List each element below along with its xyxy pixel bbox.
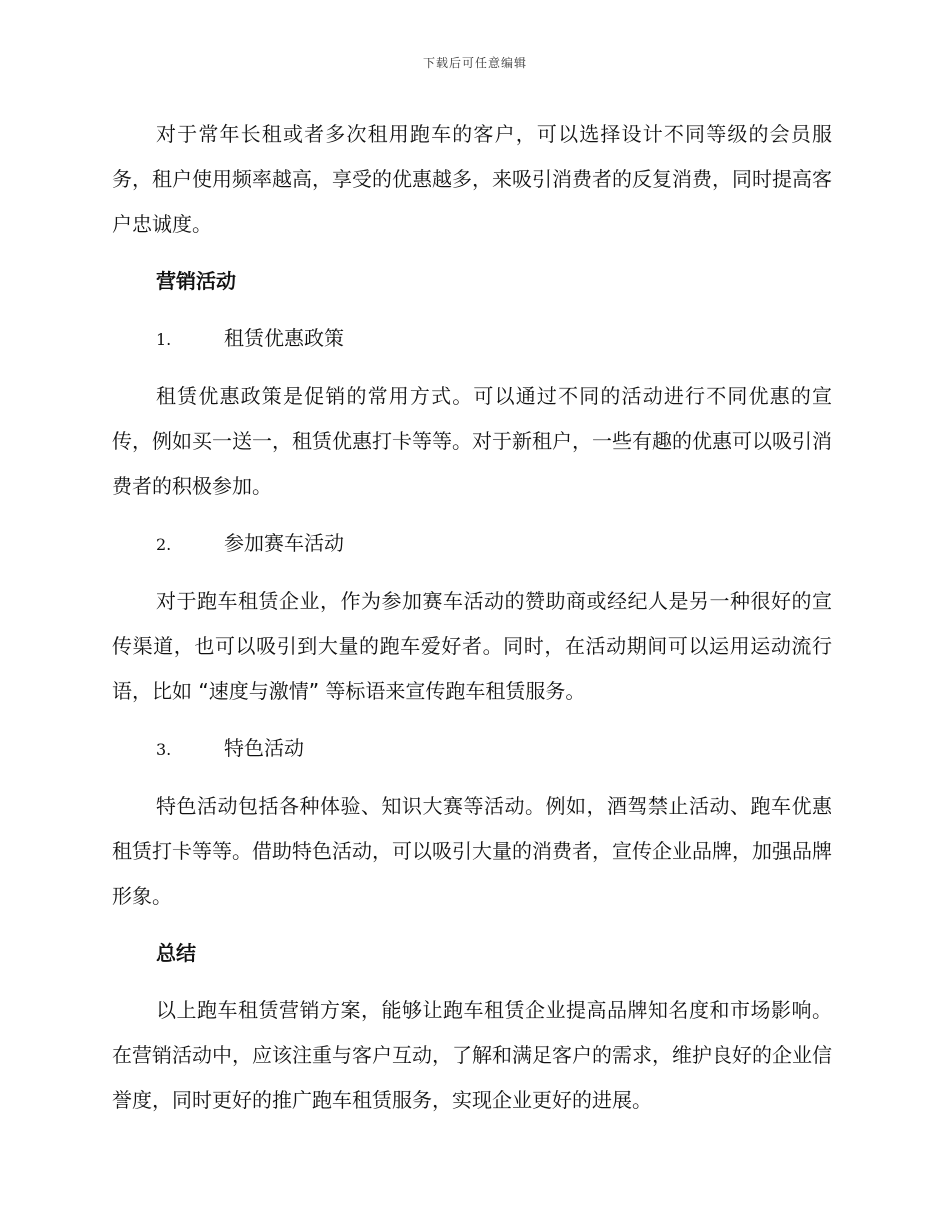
list-item-1	[156, 316, 832, 362]
list-number: 2.	[156, 535, 172, 554]
paragraph-summary: 以上跑车租赁营销方案，能够让跑车租赁企业提高品牌知名度和市场影响。在营销活动中，应该注重与客户互动，了解和满足客户的需求，维护良好的企业信誉度，同时更好的推广跑车租赁服务，实现企业更好的进展。	[112, 998, 832, 1112]
list-number: 1.	[156, 330, 172, 349]
list-item-label: 特色活动	[224, 736, 304, 760]
section-heading-summary: 总结	[156, 941, 196, 965]
list-number: 3.	[156, 740, 172, 759]
list-item-3	[156, 726, 832, 772]
section-heading-marketing: 营销活动	[156, 269, 236, 293]
list-item-label: 参加赛车活动	[224, 531, 344, 555]
paragraph-racing-events: 对于跑车租赁企业，作为参加赛车活动的赞助商或经纪人是另一种很好的宣传渠道，也可以吸引到大量的跑车爱好者。同时，在活动期间可以运用运动流行语，比如 “速度与激情” 等标语来宣传跑车租赁服务。	[112, 589, 832, 703]
page-header: 下载后可任意编辑	[422, 56, 527, 70]
list-item-2	[156, 521, 832, 567]
document-body	[112, 112, 832, 1123]
list-item-label: 租赁优惠政策	[224, 326, 344, 350]
paragraph-special-events: 特色活动包括各种体验、知识大赛等活动。例如，酒驾禁止活动、跑车优惠租赁打卡等等。借助特色活动，可以吸引大量的消费者，宣传企业品牌，加强品牌形象。	[112, 794, 832, 908]
paragraph-discount-policy: 租赁优惠政策是促销的常用方式。可以通过不同的活动进行不同优惠的宣传，例如买一送一，租赁优惠打卡等等。对于新租户，一些有趣的优惠可以吸引消费者的积极参加。	[112, 384, 832, 498]
paragraph-membership: 对于常年长租或者多次租用跑车的客户，可以选择设计不同等级的会员服务，租户使用频率越高，享受的优惠越多，来吸引消费者的反复消费，同时提高客户忠诚度。	[112, 122, 832, 236]
